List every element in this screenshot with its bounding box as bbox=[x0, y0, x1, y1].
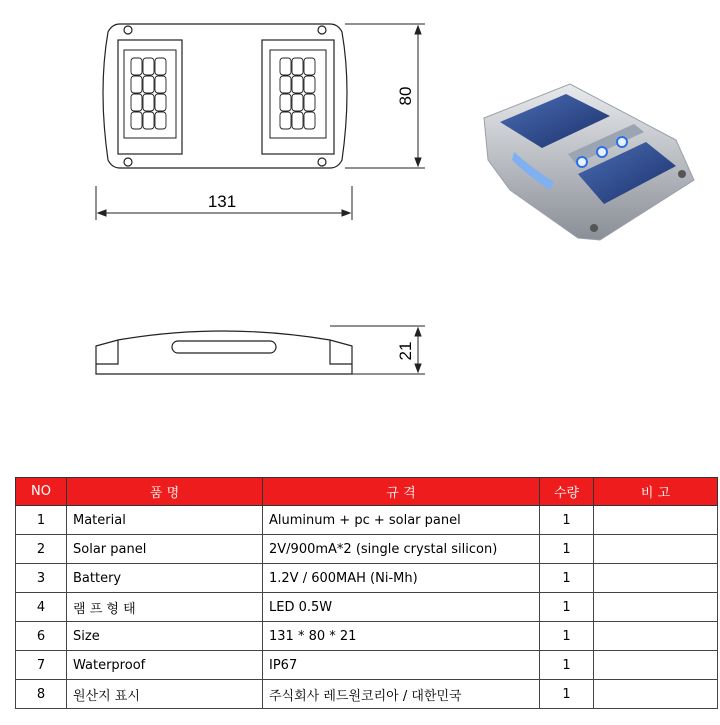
cell-no: 4 bbox=[16, 593, 67, 622]
cell-qty: 1 bbox=[540, 651, 594, 680]
cell-spec: 2V/900mA*2 (single crystal silicon) bbox=[263, 535, 540, 564]
cell-spec: Aluminum + pc + solar panel bbox=[263, 506, 540, 535]
product-photo bbox=[470, 70, 710, 250]
cell-qty: 1 bbox=[540, 593, 594, 622]
cell-note bbox=[594, 680, 718, 709]
cell-name: Solar panel bbox=[67, 535, 263, 564]
solar-panel-left bbox=[118, 40, 182, 154]
cell-qty: 1 bbox=[540, 622, 594, 651]
cell-no: 8 bbox=[16, 680, 67, 709]
header-name: 품 명 bbox=[67, 478, 263, 506]
cell-qty: 1 bbox=[540, 506, 594, 535]
cell-no: 2 bbox=[16, 535, 67, 564]
cell-spec: LED 0.5W bbox=[263, 593, 540, 622]
cell-note bbox=[594, 506, 718, 535]
header-note: 비 고 bbox=[594, 478, 718, 506]
cell-no: 3 bbox=[16, 564, 67, 593]
cell-no: 6 bbox=[16, 622, 67, 651]
cell-name: Size bbox=[67, 622, 263, 651]
top-view-outline bbox=[103, 24, 347, 168]
table-row bbox=[16, 593, 718, 622]
thickness-dimension-label: 21 bbox=[396, 341, 415, 361]
cell-name: Material bbox=[67, 506, 263, 535]
cell-qty: 1 bbox=[540, 535, 594, 564]
cell-name: Waterproof bbox=[67, 651, 263, 680]
cell-note bbox=[594, 535, 718, 564]
header-no: NO bbox=[16, 478, 67, 506]
table-row bbox=[16, 622, 718, 651]
cell-name: Battery bbox=[67, 564, 263, 593]
cell-spec: IP67 bbox=[263, 651, 540, 680]
cell-note bbox=[594, 651, 718, 680]
header-qty: 수량 bbox=[540, 478, 594, 506]
header-spec: 규 격 bbox=[263, 478, 540, 506]
table-row bbox=[16, 535, 718, 564]
cell-qty: 1 bbox=[540, 564, 594, 593]
cell-note bbox=[594, 564, 718, 593]
table-row bbox=[16, 564, 718, 593]
table-row bbox=[16, 680, 718, 709]
cell-no: 1 bbox=[16, 506, 67, 535]
cell-spec: 1.2V / 600MAH (Ni-Mh) bbox=[263, 564, 540, 593]
cell-spec: 131 * 80 * 21 bbox=[263, 622, 540, 651]
solar-panel-right bbox=[262, 40, 334, 154]
table-row bbox=[16, 651, 718, 680]
cell-name: 램 프 형 태 bbox=[67, 593, 263, 622]
cell-qty: 1 bbox=[540, 680, 594, 709]
height-dimension-label: 80 bbox=[396, 86, 415, 106]
cell-note bbox=[594, 593, 718, 622]
cell-note bbox=[594, 622, 718, 651]
cell-name: 원산지 표시 bbox=[67, 680, 263, 709]
cell-no: 7 bbox=[16, 651, 67, 680]
width-dimension-label: 131 bbox=[207, 192, 237, 211]
table-header-row bbox=[16, 478, 718, 506]
spec-table bbox=[15, 477, 718, 709]
table-row bbox=[16, 506, 718, 535]
cell-spec: 주식회사 레드원코리아 / 대한민국 bbox=[263, 680, 540, 709]
side-view-window bbox=[172, 341, 276, 353]
